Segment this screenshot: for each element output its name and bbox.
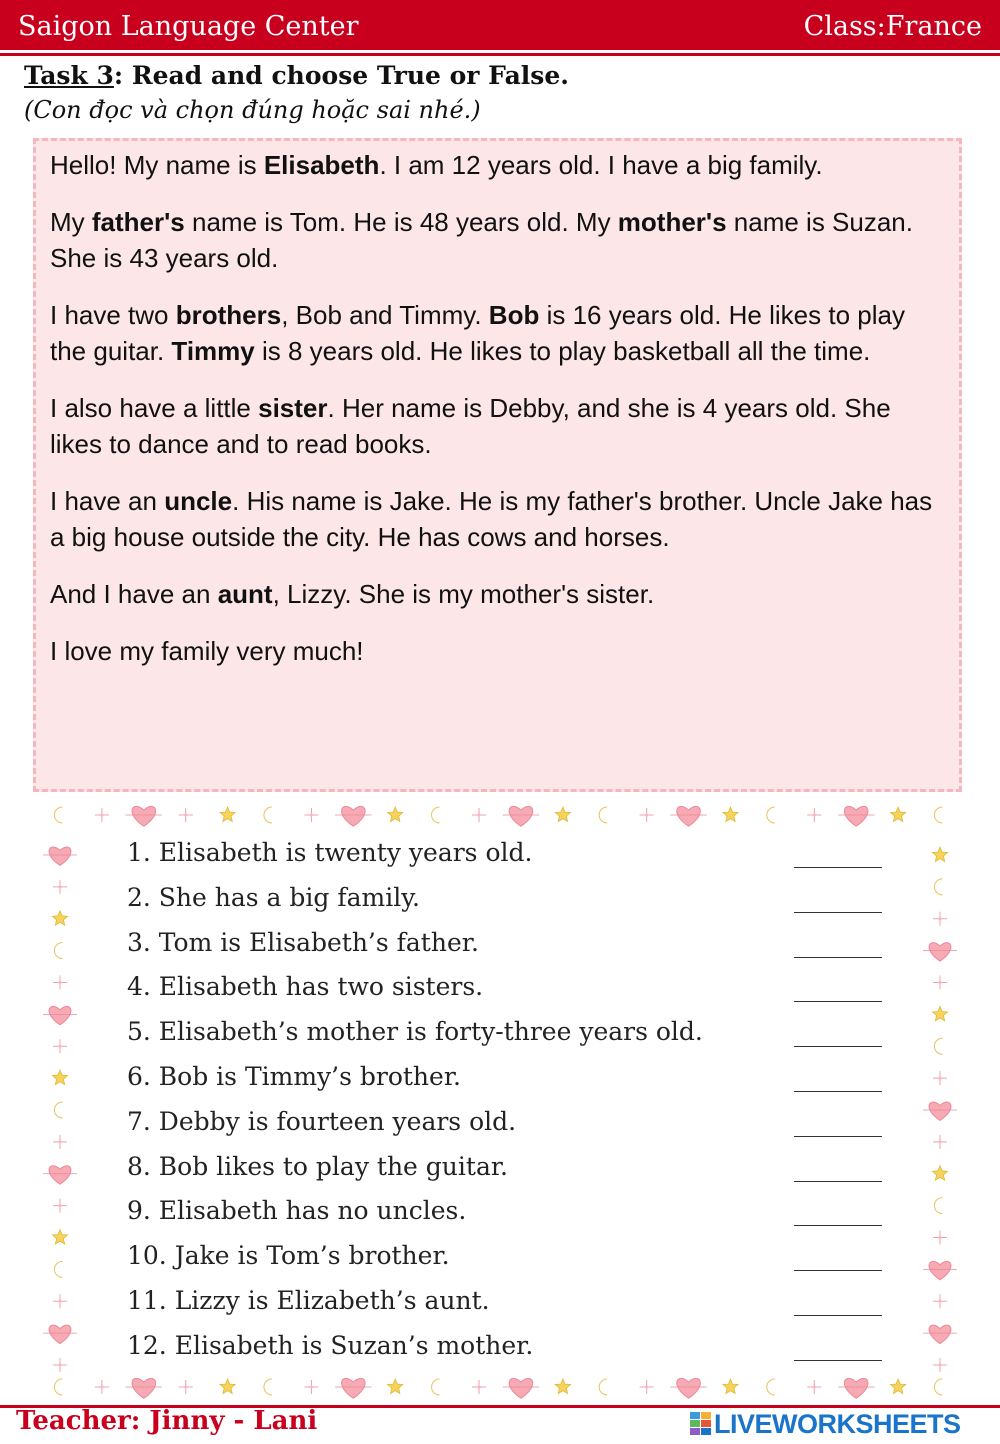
text: is 16 years old. He likes to play the guitar. [50, 300, 905, 366]
text: , Bob and Timmy. [281, 300, 489, 330]
moon-icon [54, 1261, 62, 1277]
bold-word: brothers [175, 300, 282, 330]
heart-icon [844, 1378, 868, 1398]
question-row [127, 1150, 887, 1195]
heart-icon [49, 1325, 71, 1343]
answer-blank[interactable] [794, 1181, 882, 1182]
question-row [127, 1060, 887, 1105]
sparkle-dot [310, 1386, 313, 1389]
text: , Lizzy. She is my mother's sister. [272, 579, 655, 609]
passage-paragraph-6 [50, 576, 945, 612]
bold-word: Bob [488, 300, 540, 330]
question-row [127, 1329, 887, 1374]
star-icon [220, 1379, 235, 1394]
question-row [127, 1105, 887, 1150]
school-name: Saigon Language Center [18, 11, 359, 42]
sparkle-dot [645, 814, 648, 817]
bold-word: Elisabeth [263, 150, 380, 180]
page-header [0, 0, 1000, 50]
answer-blank[interactable] [794, 1225, 882, 1226]
class-label: Class:France [803, 11, 982, 42]
question-text: 6. Bob is Timmy’s brother. [127, 1061, 461, 1091]
heart-icon [342, 806, 366, 826]
star-icon [891, 1379, 906, 1394]
liveworksheets-logo [690, 1408, 990, 1438]
sparkle-dot [59, 1045, 62, 1048]
passage-paragraph-5 [50, 483, 945, 555]
question-text: 2. She has a big family. [127, 882, 420, 912]
moon-icon [599, 807, 607, 823]
star-icon [932, 1166, 947, 1180]
heart-icon [509, 806, 533, 826]
sparkle-dot [939, 1236, 942, 1239]
answer-blank[interactable] [794, 1315, 882, 1316]
star-icon [388, 1379, 403, 1394]
star-icon [932, 847, 947, 862]
question-row [127, 970, 887, 1015]
heart-icon [49, 847, 71, 865]
text: I love my family very much! [50, 636, 364, 666]
moon-icon [54, 943, 62, 959]
moon-icon [264, 1379, 272, 1395]
text: Hello! My name is [50, 150, 264, 180]
question-text: 1. Elisabeth is twenty years old. [127, 838, 533, 867]
moon-icon [767, 1379, 775, 1395]
sparkle-dot [59, 1204, 62, 1207]
sparkle-dot [100, 814, 103, 817]
text: I have an [50, 486, 165, 516]
heart-icon [929, 943, 951, 961]
sparkle-dot [59, 1364, 62, 1367]
moon-icon [54, 807, 62, 823]
passage-paragraph-2 [50, 204, 945, 276]
star-icon [723, 807, 738, 822]
sparkle-dot [939, 1364, 942, 1367]
question-text: 11. Lizzy is Elizabeth’s aunt. [127, 1285, 490, 1315]
heart-icon [49, 1006, 71, 1024]
answer-blank[interactable] [794, 1046, 882, 1047]
sparkle-dot [478, 1386, 481, 1389]
star-icon [52, 1070, 67, 1085]
moon-icon [54, 1102, 62, 1118]
answer-blank[interactable] [794, 912, 882, 913]
star-icon [723, 1379, 738, 1394]
passage-paragraph-1 [50, 147, 945, 183]
moon-icon [934, 1038, 942, 1054]
heart-icon [49, 1166, 71, 1184]
answer-blank[interactable] [794, 957, 882, 958]
sparkle-dot [184, 814, 187, 817]
text: . I am 12 years old. I have a big family. [379, 150, 823, 180]
task-instruction: : Read and choose True or False. [113, 61, 569, 90]
question-row [127, 1015, 887, 1060]
task-label: Task 3 [24, 61, 114, 90]
bold-word: uncle [164, 486, 233, 516]
question-text: 10. Jake is Tom’s brother. [127, 1241, 450, 1271]
moon-icon [934, 807, 942, 823]
question-text: 8. Bob likes to play the guitar. [127, 1151, 508, 1181]
text: . Her name is Debby, and she is 4 years old. She likes to dance and to read books. [50, 393, 891, 459]
reading-passage [33, 138, 962, 792]
text: is 8 years old. He likes to play basketball all the time. [254, 336, 871, 366]
text: I have two [50, 300, 176, 330]
answer-blank[interactable] [794, 867, 882, 868]
teacher-credit: Teacher: Jinny - Lani [16, 1406, 318, 1436]
sparkle-dot [59, 1140, 62, 1143]
bold-word: mother's [617, 207, 727, 237]
star-icon [52, 1230, 67, 1245]
sparkle-dot [100, 1386, 103, 1389]
sparkle-dot [939, 1140, 942, 1143]
sparkle-dot [478, 814, 481, 817]
star-icon [388, 807, 403, 822]
answer-blank[interactable] [794, 1091, 882, 1092]
question-row [127, 836, 887, 881]
moon-icon [767, 807, 775, 823]
bold-word: aunt [217, 579, 273, 609]
sparkle-dot [310, 814, 313, 817]
question-text: 7. Debby is fourteen years old. [127, 1106, 517, 1136]
star-icon [52, 911, 67, 925]
sparkle-dot [59, 885, 62, 888]
answer-blank[interactable] [794, 1360, 882, 1361]
text: And I have an [50, 579, 218, 609]
question-row [127, 1284, 887, 1329]
moon-icon [432, 1379, 440, 1395]
star-icon [555, 1379, 570, 1394]
heart-icon [509, 1378, 533, 1398]
task-subtitle: (Con đọc và chọn đúng hoặc sai nhé.) [24, 96, 481, 124]
star-icon [932, 1006, 947, 1020]
heart-icon [929, 1325, 951, 1343]
star-icon [555, 807, 570, 822]
answer-blank[interactable] [794, 1136, 882, 1137]
text: I also have a little [50, 393, 259, 423]
text: . His name is Jake. He is my father's brother. Uncle Jake has a big house outside the city. He has cows and horses. [50, 486, 933, 552]
question-list [127, 836, 887, 1374]
sparkle-dot [813, 814, 816, 817]
question-text: 3. Tom is Elisabeth’s father. [127, 927, 479, 957]
heart-icon [132, 806, 156, 826]
moon-icon [599, 1379, 607, 1395]
star-icon [891, 807, 906, 822]
passage-paragraph-3 [50, 297, 945, 369]
sparkle-dot [59, 981, 62, 984]
sparkle-dot [939, 981, 942, 984]
sparkle-dot [59, 1300, 62, 1303]
passage-paragraph-4 [50, 390, 945, 462]
bold-word: Timmy [171, 336, 255, 366]
heart-icon [677, 806, 701, 826]
heart-icon [342, 1378, 366, 1398]
moon-icon [264, 807, 272, 823]
moon-icon [934, 1379, 942, 1395]
heart-icon [929, 1261, 951, 1279]
moon-icon [934, 1198, 942, 1214]
sparkle-dot [645, 1386, 648, 1389]
answer-blank[interactable] [794, 1270, 882, 1271]
question-row [127, 926, 887, 971]
question-text: 4. Elisabeth has two sisters. [127, 972, 484, 1002]
moon-icon [54, 1379, 62, 1395]
moon-icon [934, 879, 942, 895]
moon-icon [432, 807, 440, 823]
passage-paragraph-7 [50, 633, 945, 669]
bold-word: sister [258, 393, 328, 423]
question-text: 12. Elisabeth is Suzan’s mother. [127, 1330, 534, 1360]
task-title [24, 61, 569, 90]
sparkle-dot [184, 1386, 187, 1389]
text: My [50, 207, 92, 237]
heart-icon [677, 1378, 701, 1398]
sparkle-dot [939, 1077, 942, 1080]
star-icon [220, 807, 235, 822]
text: name is Suzan. She is 43 years old. [50, 207, 913, 273]
liveworksheets-icon [690, 1412, 712, 1436]
sparkle-dot [813, 1386, 816, 1389]
answer-blank[interactable] [794, 1001, 882, 1002]
heart-icon [929, 1102, 951, 1120]
question-text: 5. Elisabeth’s mother is forty-three years old. [127, 1017, 703, 1047]
heart-icon [132, 1378, 156, 1398]
question-text: 9. Elisabeth has no uncles. [127, 1196, 467, 1226]
question-row [127, 1194, 887, 1239]
liveworksheets-wordmark: LIVEWORKSHEETS [714, 1409, 961, 1439]
question-row [127, 1239, 887, 1284]
sparkle-dot [939, 1300, 942, 1303]
header-divider [0, 53, 1000, 56]
bold-word: father's [91, 207, 185, 237]
heart-icon [844, 806, 868, 826]
text: name is Tom. He is 48 years old. My [184, 207, 618, 237]
question-row [127, 881, 887, 926]
sparkle-dot [939, 917, 942, 920]
